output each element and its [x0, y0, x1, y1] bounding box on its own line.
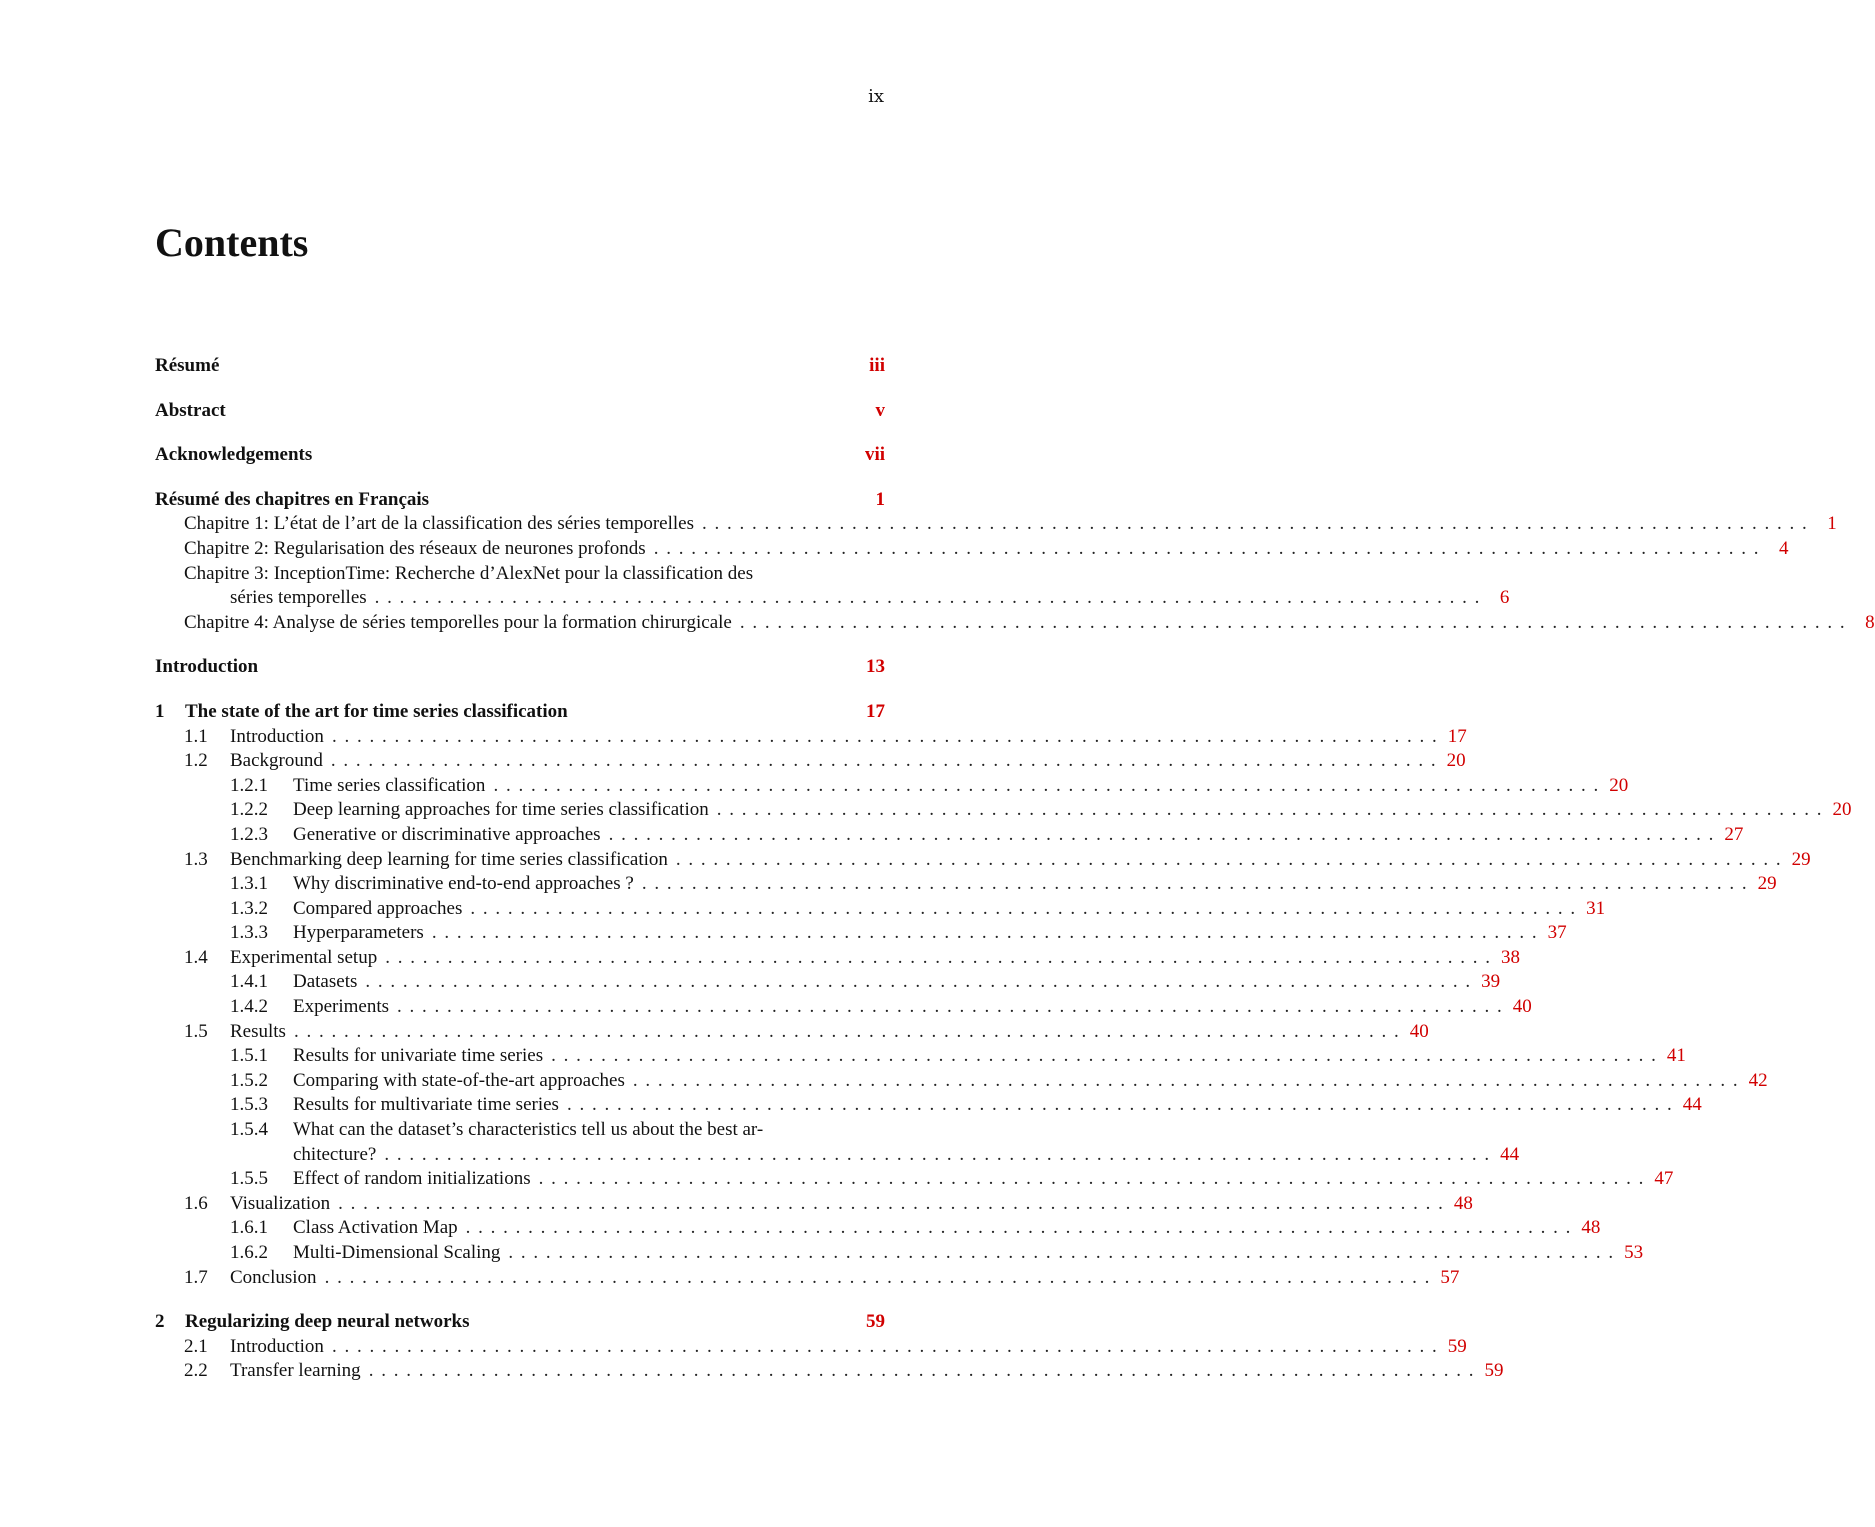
toc-page-link[interactable]: 8 — [1865, 611, 1875, 633]
toc-entry-abstract[interactable] — [155, 399, 885, 424]
toc-leader — [332, 1335, 1437, 1360]
toc-page-link[interactable]: 29 — [1757, 873, 1777, 895]
toc-section-number: 1.4.1 — [230, 971, 268, 993]
toc-section-number: 1.3.2 — [230, 897, 268, 919]
toc-page-link[interactable]: 29 — [1791, 848, 1811, 870]
toc-entry-title: Class Activation Map — [293, 1217, 458, 1239]
toc-section-number: 1.7 — [184, 1266, 208, 1288]
toc-subsection[interactable] — [155, 1216, 1601, 1241]
toc-entry-title: Why discriminative end-to-end approaches ? — [293, 873, 634, 895]
toc-subsection[interactable] — [155, 1167, 1674, 1192]
toc-leader — [397, 995, 1502, 1020]
table-of-contents — [155, 354, 1875, 1384]
toc-leader — [369, 1359, 1474, 1384]
toc-subsection[interactable] — [155, 970, 1501, 995]
toc-page-link[interactable]: 6 — [1499, 587, 1510, 609]
toc-leader — [539, 1167, 1644, 1192]
toc-entry-title: Time series classification — [293, 774, 486, 796]
toc-page-link[interactable]: 42 — [1748, 1069, 1768, 1091]
toc-section-number: 1.6 — [184, 1192, 208, 1214]
toc-entry-title: Experimental setup — [230, 946, 378, 968]
toc-section-number: 1.5.2 — [230, 1069, 268, 1091]
toc-page-link[interactable]: 17 — [866, 700, 885, 722]
toc-section-number: 1.1 — [184, 725, 208, 747]
toc-subsection[interactable] — [155, 823, 1744, 848]
toc-entry-title: Résumé — [155, 355, 220, 376]
toc-page-link[interactable]: 57 — [1440, 1266, 1460, 1288]
toc-entry-introduction[interactable] — [155, 655, 885, 680]
toc-section-number: 1.4 — [184, 946, 208, 968]
toc-entry-title: Acknowledgements — [155, 444, 313, 466]
toc-section[interactable] — [155, 749, 1466, 774]
toc-leader — [332, 725, 1437, 750]
toc-section[interactable] — [155, 946, 1520, 971]
toc-entry-title: Results for univariate time series — [293, 1045, 544, 1067]
toc-page-link[interactable]: 59 — [866, 1311, 885, 1333]
toc-section-number: 1.5.5 — [230, 1168, 268, 1190]
toc-page-link[interactable]: 59 — [1484, 1360, 1504, 1382]
toc-entry-title: Compared approaches — [293, 897, 463, 919]
toc-subsection[interactable] — [155, 798, 1852, 823]
toc-leader — [676, 848, 1781, 873]
toc-page-link[interactable]: 20 — [1446, 750, 1466, 772]
toc-entry-chapitre-3[interactable] — [155, 562, 885, 587]
toc-entry-title: Generative or discriminative approaches — [293, 823, 601, 845]
toc-subsection[interactable] — [155, 1093, 1702, 1118]
toc-entry-title: Datasets — [293, 971, 358, 993]
toc-page-link[interactable]: 17 — [1447, 725, 1467, 747]
toc-entry-resume[interactable] — [155, 354, 885, 379]
toc-subsection[interactable] — [155, 1118, 885, 1143]
toc-page-link[interactable]: 47 — [1654, 1168, 1674, 1190]
toc-entry-title: Results for multivariate time series — [293, 1094, 559, 1116]
toc-section-number: 1.2 — [184, 750, 208, 772]
toc-page-link[interactable]: 48 — [1453, 1192, 1473, 1214]
toc-subsection[interactable] — [155, 1241, 1644, 1266]
toc-leader — [633, 1069, 1738, 1094]
toc-entry-title: Abstract — [155, 399, 226, 421]
toc-page-link[interactable]: 20 — [1832, 799, 1852, 821]
toc-section[interactable] — [155, 725, 1467, 750]
toc-entry-title: Introduction — [155, 656, 259, 678]
toc-subsection[interactable] — [155, 1044, 1686, 1069]
toc-entry-title: Chapitre 3: InceptionTime: Recherche d’AlexNet pour la classification des — [184, 562, 754, 584]
toc-entry-title: What can the dataset’s characteristics tell us about the best ar- — [293, 1119, 764, 1141]
toc-page-link[interactable]: 44 — [1500, 1143, 1520, 1165]
toc-section-number: 1.6.2 — [230, 1242, 268, 1263]
toc-page-link[interactable]: 20 — [1609, 774, 1629, 796]
toc-leader — [375, 586, 1480, 611]
toc-section-number: 1.6.1 — [230, 1217, 268, 1239]
toc-section-number: 2.1 — [184, 1335, 208, 1357]
toc-section-number: 1.3 — [184, 848, 208, 870]
toc-chapter-number: 2 — [155, 1311, 165, 1333]
toc-leader — [551, 1044, 1656, 1069]
toc-entry-title: Chapitre 4: Analyse de séries temporelles pour la formation chirurgicale — [184, 611, 732, 633]
toc-section[interactable] — [155, 1192, 1473, 1217]
toc-page-link[interactable]: 1 — [875, 488, 885, 510]
toc-leader — [432, 921, 1537, 946]
toc-section[interactable] — [155, 1359, 1504, 1384]
toc-leader — [654, 537, 1759, 562]
toc-leader — [338, 1192, 1443, 1217]
toc-section[interactable] — [155, 1266, 1460, 1291]
toc-section-number: 1.2.1 — [230, 774, 268, 796]
toc-leader — [365, 970, 1470, 995]
toc-subsection[interactable] — [155, 921, 1567, 946]
toc-page-link[interactable]: 53 — [1624, 1242, 1644, 1263]
toc-entry-title: Transfer learning — [230, 1360, 361, 1382]
toc-entry-title: Hyperparameters — [293, 922, 424, 944]
toc-subsection[interactable] — [155, 897, 1606, 922]
toc-leader — [642, 872, 1747, 897]
toc-entry-chapitre-2[interactable] — [155, 537, 1789, 562]
toc-section-number: 1.3.3 — [230, 922, 268, 944]
toc-subsection[interactable] — [155, 1069, 1768, 1094]
toc-entry-acknowledgements[interactable] — [155, 443, 885, 468]
toc-leader — [325, 1266, 1430, 1291]
toc-page-link[interactable]: 31 — [1586, 897, 1606, 919]
toc-entry-title: Chapitre 1: L’état de l’art de la classification des séries temporelles — [184, 513, 695, 535]
toc-section[interactable] — [155, 1020, 1429, 1045]
toc-leader — [331, 749, 1436, 774]
toc-subsection-cont[interactable] — [155, 1143, 1520, 1168]
toc-chapter-1[interactable] — [155, 700, 885, 725]
toc-page-link[interactable]: iii — [869, 355, 885, 376]
toc-leader — [609, 823, 1714, 848]
toc-entry-title-continued: chitecture? — [293, 1143, 377, 1165]
toc-page-link[interactable]: 4 — [1778, 537, 1789, 559]
toc-entry-title: Visualization — [230, 1192, 331, 1214]
toc-entry-title: Introduction — [230, 725, 324, 747]
toc-section-number: 1.4.2 — [230, 996, 268, 1018]
toc-section[interactable] — [155, 1335, 1467, 1360]
toc-page-link[interactable]: 39 — [1481, 971, 1501, 993]
toc-page-link[interactable]: vii — [864, 444, 885, 466]
toc-page-link[interactable]: 48 — [1581, 1217, 1601, 1239]
toc-leader — [385, 946, 1490, 971]
toc-page-link[interactable]: 44 — [1682, 1094, 1702, 1116]
toc-entry-title-continued: séries temporelles — [230, 587, 367, 609]
toc-entry-title: Introduction — [230, 1335, 324, 1357]
toc-section-number: 1.2.2 — [230, 799, 268, 821]
toc-subsection[interactable] — [155, 774, 1629, 799]
toc-leader — [384, 1143, 1489, 1168]
toc-page-link[interactable]: 59 — [1447, 1335, 1467, 1357]
toc-subsection[interactable] — [155, 995, 1532, 1020]
toc-section-number: 1.5 — [184, 1020, 208, 1042]
toc-leader — [508, 1241, 1613, 1266]
toc-section-number: 1.5.4 — [230, 1119, 268, 1141]
toc-entry-title: Deep learning approaches for time series classification — [293, 799, 709, 821]
toc-entry-title: Background — [230, 750, 323, 772]
toc-section[interactable] — [155, 848, 1811, 873]
toc-leader — [702, 512, 1807, 537]
toc-section-number: 1.5.3 — [230, 1094, 268, 1116]
toc-entry-title: Résumé des chapitres en Français — [155, 488, 430, 510]
toc-entry-title: Conclusion — [230, 1266, 317, 1288]
toc-entry-title: Experiments — [293, 996, 390, 1018]
toc-entry-title: Regularizing deep neural networks — [185, 1311, 470, 1333]
toc-entry-resume-chapitres[interactable] — [155, 488, 885, 513]
toc-entry-chapitre-3-cont[interactable] — [155, 586, 1510, 611]
toc-page-link[interactable]: 40 — [1512, 996, 1532, 1018]
toc-entry-title: Effect of random initializations — [293, 1168, 531, 1190]
page-number: ix — [868, 86, 884, 107]
toc-page-link[interactable]: 38 — [1500, 946, 1520, 968]
toc-page-link[interactable]: 40 — [1409, 1020, 1429, 1042]
toc-section-number: 2.2 — [184, 1360, 208, 1382]
toc-leader — [567, 1093, 1672, 1118]
toc-entry-title: Benchmarking deep learning for time series classification — [230, 848, 668, 870]
toc-page-link[interactable]: v — [875, 399, 885, 421]
toc-page-link[interactable]: 13 — [866, 656, 885, 678]
toc-chapter-number: 1 — [155, 700, 165, 722]
toc-section-number: 1.3.1 — [230, 873, 268, 895]
toc-entry-chapitre-1[interactable] — [155, 512, 1837, 537]
toc-leader — [493, 774, 1598, 799]
toc-entry-title: The state of the art for time series classification — [185, 700, 568, 722]
toc-leader — [466, 1216, 1571, 1241]
toc-entry-title: Results — [230, 1020, 286, 1042]
toc-leader — [294, 1020, 1399, 1045]
toc-page-link[interactable]: 37 — [1547, 922, 1567, 944]
page-title: Contents — [155, 220, 309, 265]
toc-entry-title: Chapitre 2: Regularisation des réseaux de neurones profonds — [184, 537, 646, 559]
toc-entry-title: Multi-Dimensional Scaling — [293, 1242, 501, 1263]
toc-page-link[interactable]: 1 — [1827, 513, 1837, 535]
toc-chapter-2[interactable] — [155, 1310, 885, 1335]
toc-section-number: 1.5.1 — [230, 1045, 268, 1067]
toc-page-link[interactable]: 41 — [1666, 1045, 1686, 1067]
toc-subsection[interactable] — [155, 872, 1777, 897]
toc-leader — [740, 611, 1845, 636]
toc-section-number: 1.2.3 — [230, 823, 268, 845]
toc-leader — [717, 798, 1822, 823]
toc-leader — [470, 897, 1575, 922]
toc-entry-title: Comparing with state-of-the-art approaches — [293, 1069, 625, 1091]
toc-page-link[interactable]: 27 — [1724, 823, 1744, 845]
toc-entry-chapitre-4[interactable] — [155, 611, 1875, 636]
